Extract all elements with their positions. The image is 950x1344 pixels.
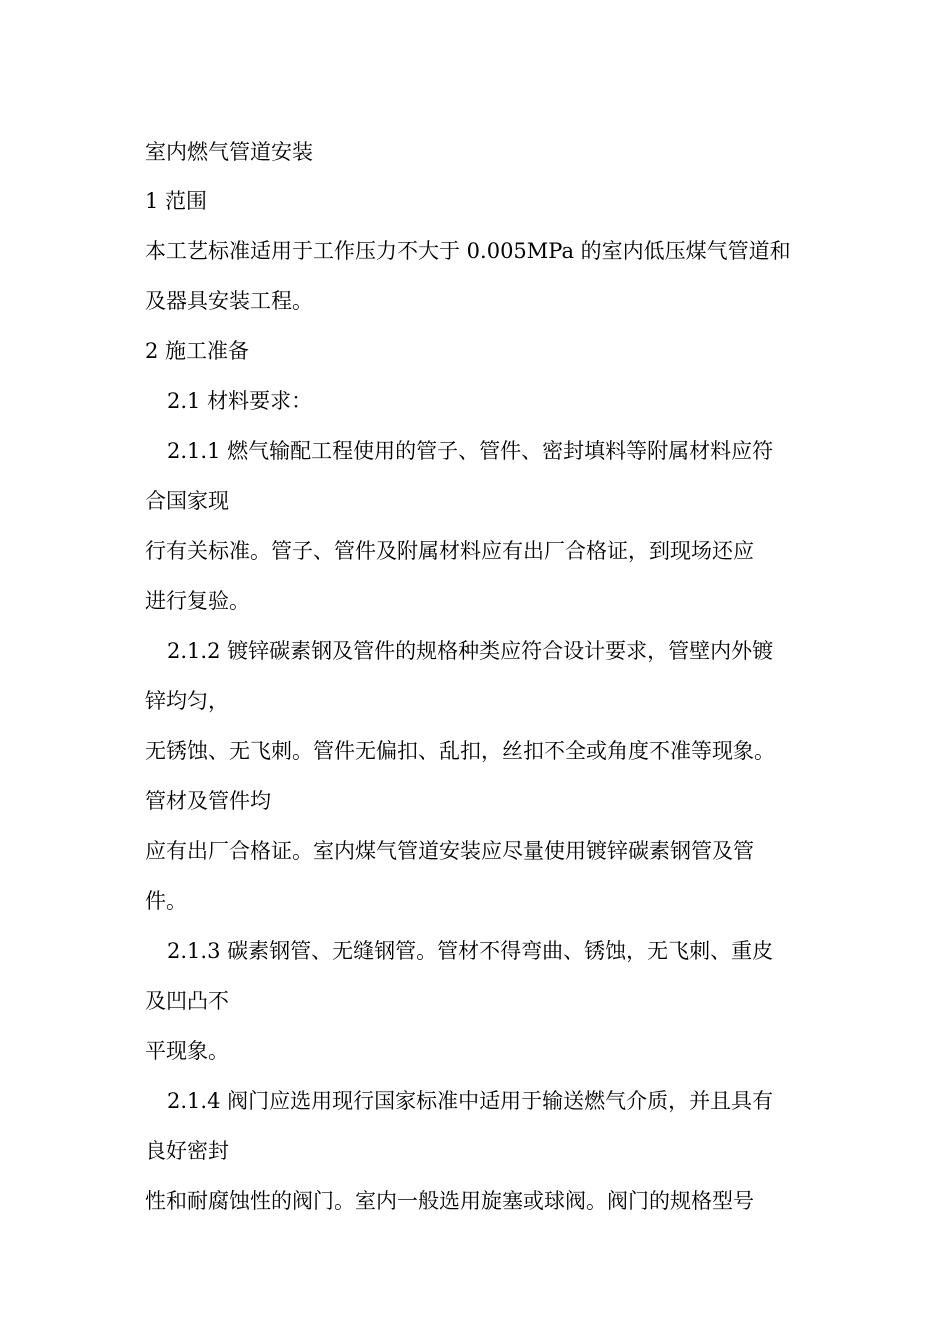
paragraph-line: 本工艺标准适用于工作压力不大于 0.005MPa 的室内低压煤气管道和 bbox=[145, 239, 791, 263]
paragraph-line: 2.1.3 碳素钢管、无缝钢管。管材不得弯曲、锈蚀，无飞刺、重皮 bbox=[167, 939, 774, 963]
paragraph-line: 性和耐腐蚀性的阀门。室内一般选用旋塞或球阀。阀门的规格型号 bbox=[145, 1189, 754, 1213]
section-heading: 2 施工准备 bbox=[145, 339, 250, 363]
paragraph-line: 件。 bbox=[145, 889, 187, 913]
paragraph-line: 2.1.4 阀门应选用现行国家标准中适用于输送燃气介质，并且具有 bbox=[167, 1089, 774, 1113]
subsection-heading: 2.1 材料要求： bbox=[167, 389, 313, 413]
document-title: 室内燃气管道安装 bbox=[145, 140, 313, 164]
paragraph-line: 2.1.2 镀锌碳素钢及管件的规格种类应符合设计要求，管壁内外镀 bbox=[167, 639, 774, 663]
paragraph-line: 应有出厂合格证。室内煤气管道安装应尽量使用镀锌碳素钢管及管 bbox=[145, 839, 754, 863]
paragraph-line: 锌均匀， bbox=[145, 689, 229, 713]
paragraph-line: 无锈蚀、无飞刺。管件无偏扣、乱扣，丝扣不全或角度不准等现象。 bbox=[145, 739, 775, 763]
paragraph-line: 管材及管件均 bbox=[145, 789, 271, 813]
paragraph-line: 合国家现 bbox=[145, 489, 229, 513]
paragraph-line: 2.1.1 燃气输配工程使用的管子、管件、密封填料等附属材料应符 bbox=[167, 439, 774, 463]
section-heading: 1 范围 bbox=[145, 189, 208, 213]
paragraph-line: 及器具安装工程。 bbox=[145, 289, 313, 313]
paragraph-line: 及凹凸不 bbox=[145, 989, 229, 1013]
paragraph-line: 良好密封 bbox=[145, 1139, 229, 1163]
paragraph-line: 平现象。 bbox=[145, 1039, 229, 1063]
paragraph-line: 进行复验。 bbox=[145, 589, 250, 613]
paragraph-line: 行有关标准。管子、管件及附属材料应有出厂合格证，到现场还应 bbox=[145, 539, 754, 563]
